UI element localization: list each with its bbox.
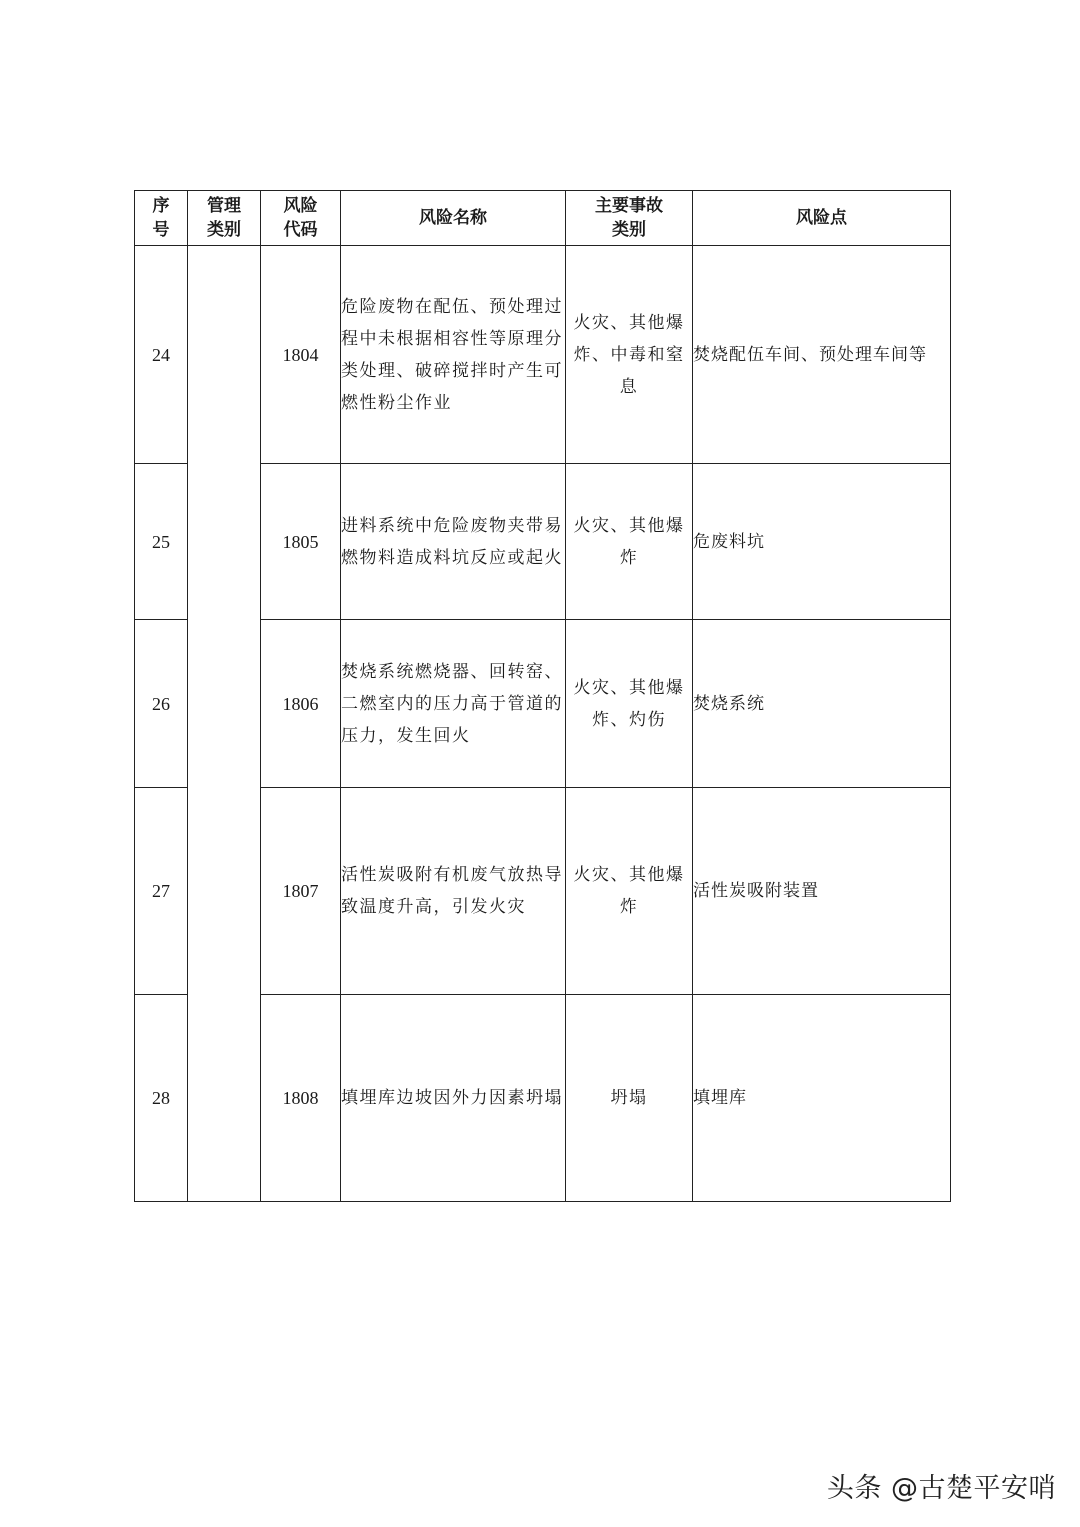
cell-risk-name: 危险废物在配伍、预处理过程中未根据相容性等原理分类处理、破碎搅拌时产生可燃性粉尘作业: [341, 246, 566, 464]
cell-seq: 27: [135, 788, 188, 995]
cell-risk-point: 活性炭吸附装置: [693, 788, 951, 995]
cell-seq: 25: [135, 464, 188, 620]
header-accident-type: [566, 191, 693, 246]
header-accident-line2: 类别: [612, 220, 646, 240]
cell-seq: 24: [135, 246, 188, 464]
cell-risk-point: 焚烧配伍车间、预处理车间等: [693, 246, 951, 464]
header-mgmt-category: [188, 191, 261, 246]
cell-mgmt-category: [188, 246, 261, 1202]
header-accident-line1: 主要事故: [595, 196, 663, 216]
cell-risk-point: 填埋库: [693, 995, 951, 1202]
cell-code: 1806: [261, 620, 341, 788]
cell-risk-point: 焚烧系统: [693, 620, 951, 788]
table-row: [135, 246, 951, 464]
cell-risk-name: 填埋库边坡因外力因素坍塌: [341, 995, 566, 1202]
cell-risk-name: 进料系统中危险废物夹带易燃物料造成料坑反应或起火: [341, 464, 566, 620]
header-code-line2: 代码: [283, 220, 318, 240]
risk-table: [134, 190, 951, 1202]
header-risk-name: 风险名称: [341, 191, 566, 246]
header-mgmt-line1: 管理: [207, 196, 241, 216]
cell-accident: 火灾、其他爆炸、中毒和窒息: [566, 246, 693, 464]
header-seq-line2: 号: [152, 220, 170, 240]
cell-accident: 火灾、其他爆炸: [566, 464, 693, 620]
watermark-text: 头条 @古楚平安哨: [826, 1473, 1056, 1504]
cell-risk-point: 危废料坑: [693, 464, 951, 620]
cell-code: 1808: [261, 995, 341, 1202]
cell-risk-name: 焚烧系统燃烧器、回转窑、二燃室内的压力高于管道的压力，发生回火: [341, 620, 566, 788]
cell-risk-name: 活性炭吸附有机废气放热导致温度升高，引发火灾: [341, 788, 566, 995]
header-row: [135, 191, 951, 246]
header-mgmt-line2: 类别: [207, 220, 241, 240]
header-risk-code: [261, 191, 341, 246]
cell-accident: 坍塌: [566, 995, 693, 1202]
header-seq-line1: 序: [152, 196, 170, 216]
cell-code: 1805: [261, 464, 341, 620]
cell-code: 1807: [261, 788, 341, 995]
cell-seq: 28: [135, 995, 188, 1202]
cell-code: 1804: [261, 246, 341, 464]
cell-seq: 26: [135, 620, 188, 788]
header-seq: [135, 191, 188, 246]
cell-accident: 火灾、其他爆炸、灼伤: [566, 620, 693, 788]
header-code-line1: 风险: [283, 196, 318, 216]
cell-accident: 火灾、其他爆炸: [566, 788, 693, 995]
header-risk-point: 风险点: [693, 191, 951, 246]
